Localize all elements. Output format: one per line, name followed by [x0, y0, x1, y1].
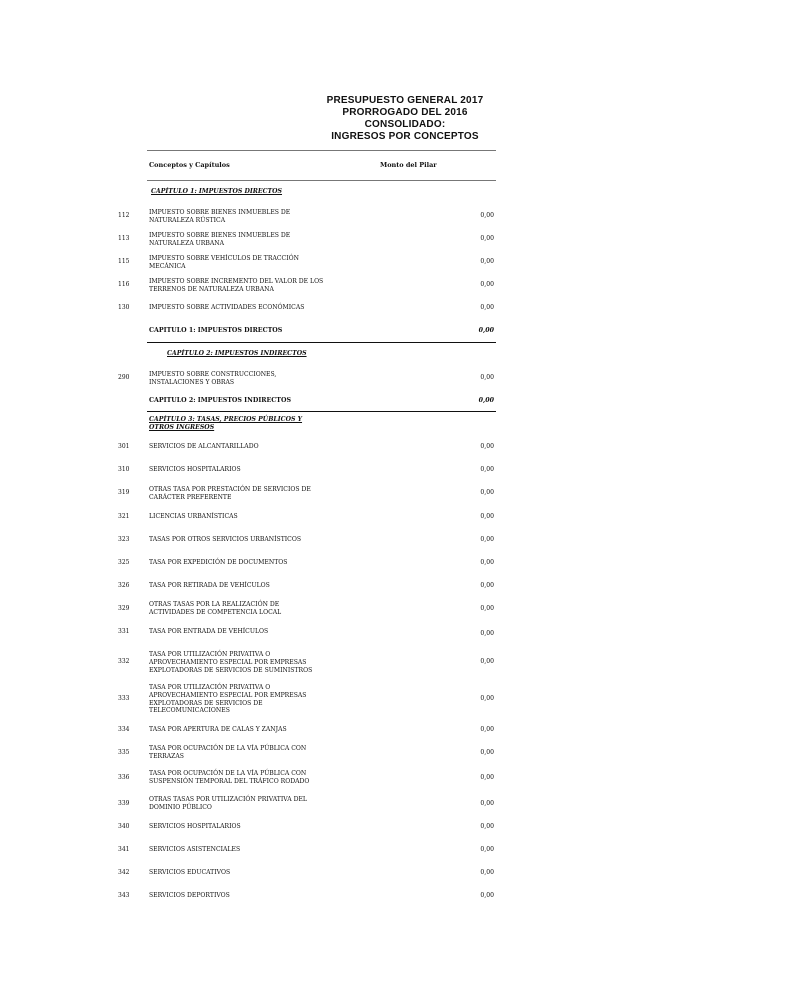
row-amount: 0,00 — [480, 605, 494, 612]
row-amount: 0,00 — [480, 374, 494, 381]
row-code: 341 — [118, 846, 130, 853]
row-description: OTRAS TASAS POR LA REALIZACIÓN DE ACTIVIDADES DE COMPETENCIA LOCAL — [149, 601, 282, 616]
row-code: 130 — [118, 304, 130, 311]
row-code: 310 — [118, 466, 130, 473]
row-amount: 0,00 — [480, 892, 494, 899]
row-amount: 0,00 — [480, 869, 494, 876]
row-amount: 0,00 — [480, 235, 494, 242]
row-code: 113 — [118, 235, 130, 242]
row-code: 112 — [118, 212, 130, 219]
row-amount: 0,00 — [480, 749, 494, 756]
row-amount: 0,00 — [480, 212, 494, 219]
row-description: LICENCIAS URBANÍSTICAS — [149, 513, 238, 520]
row-description: SERVICIOS HOSPITALARIOS — [149, 466, 241, 473]
chapter-1-total-rule — [147, 342, 496, 343]
row-description: SERVICIOS DEPORTIVOS — [149, 892, 230, 899]
row-code: 342 — [118, 869, 130, 876]
row-description: TASA POR ENTRADA DE VEHÍCULOS — [149, 628, 269, 635]
row-description: TASA POR OCUPACIÓN DE LA VÍA PÚBLICA CON SUSPENSIÓN TEMPORAL DEL TRÁFICO RODADO — [149, 770, 310, 785]
row-amount: 0,00 — [480, 658, 494, 665]
header-bottom-rule — [147, 180, 496, 181]
row-amount: 0,00 — [480, 304, 494, 311]
row-code: 116 — [118, 281, 130, 288]
row-code: 334 — [118, 726, 130, 733]
row-amount: 0,00 — [480, 536, 494, 543]
chapter-2-heading: CAPÍTULO 2: IMPUESTOS INDIRECTOS — [167, 350, 307, 357]
row-amount: 0,00 — [480, 258, 494, 265]
column-header-amount: Monto del Pilar — [380, 161, 437, 169]
row-description: IMPUESTO SOBRE VEHÍCULOS DE TRACCIÓN MECÁNICA — [149, 255, 299, 270]
row-description: OTRAS TASAS POR UTILIZACIÓN PRIVATIVA DEL DOMINIO PÚBLICO — [149, 796, 307, 811]
row-description: SERVICIOS DE ALCANTARILLADO — [149, 443, 259, 450]
row-description: TASA POR OCUPACIÓN DE LA VÍA PÚBLICA CON TERRAZAS — [149, 745, 307, 760]
row-description: SERVICIOS ASISTENCIALES — [149, 846, 241, 853]
chapter-3-heading: CAPÍTULO 3: TASAS, PRECIOS PÚBLICOS Y OTROS INGRESOS — [149, 416, 303, 431]
row-code: 290 — [118, 374, 130, 381]
row-description: IMPUESTO SOBRE INCREMENTO DEL VALOR DE LOS TERRENOS DE NATURALEZA URBANA — [149, 278, 324, 293]
row-code: 321 — [118, 513, 130, 520]
row-description: TASA POR EXPEDICIÓN DE DOCUMENTOS — [149, 559, 288, 566]
row-description: TASA POR UTILIZACIÓN PRIVATIVA O APROVECHAMIENTO ESPECIAL POR EMPRESAS EXPLOTADORAS DE SERVICIOS DE TELECOMUNICACIONES — [149, 684, 307, 715]
row-amount: 0,00 — [480, 800, 494, 807]
title-line-4: INGRESOS POR CONCEPTOS — [331, 131, 479, 142]
row-amount: 0,00 — [480, 281, 494, 288]
row-description: IMPUESTO SOBRE ACTIVIDADES ECONÓMICAS — [149, 304, 305, 311]
row-code: 329 — [118, 605, 130, 612]
row-description: OTRAS TASA POR PRESTACIÓN DE SERVICIOS DE CARÁCTER PREFERENTE — [149, 486, 311, 501]
row-amount: 0,00 — [480, 630, 494, 637]
row-code: 336 — [118, 774, 130, 781]
row-code: 335 — [118, 749, 130, 756]
row-amount: 0,00 — [480, 559, 494, 566]
column-header-concepts: Conceptos y Capítulos — [149, 161, 230, 169]
row-code: 326 — [118, 582, 130, 589]
row-code: 333 — [118, 695, 130, 702]
row-amount: 0,00 — [480, 443, 494, 450]
row-code: 323 — [118, 536, 130, 543]
row-description: SERVICIOS HOSPITALARIOS — [149, 823, 241, 830]
row-code: 325 — [118, 559, 130, 566]
row-amount: 0,00 — [480, 513, 494, 520]
title-line-1: PRESUPUESTO GENERAL 2017 — [326, 95, 484, 106]
row-code: 301 — [118, 443, 130, 450]
chapter-total-amount: 0,00 — [478, 327, 494, 334]
row-code: 339 — [118, 800, 130, 807]
row-amount: 0,00 — [480, 466, 494, 473]
row-code: 331 — [118, 628, 130, 635]
row-code: 115 — [118, 258, 130, 265]
row-description: SERVICIOS EDUCATIVOS — [149, 869, 231, 876]
chapter-total-amount: 0,00 — [478, 397, 494, 404]
row-code: 343 — [118, 892, 130, 899]
chapter-total-label: CAPITULO 2: IMPUESTOS INDIRECTOS — [149, 397, 292, 404]
chapter-2-total-rule — [147, 411, 496, 412]
row-description: TASAS POR OTROS SERVICIOS URBANÍSTICOS — [149, 536, 301, 543]
title-line-3: CONSOLIDADO: — [364, 119, 446, 130]
row-description: IMPUESTO SOBRE BIENES INMUEBLES DE NATURALEZA URBANA — [149, 232, 291, 247]
row-amount: 0,00 — [480, 695, 494, 702]
title-line-2: PRORROGADO DEL 2016 — [342, 107, 468, 118]
row-description: IMPUESTO SOBRE BIENES INMUEBLES DE NATURALEZA RÚSTICA — [149, 209, 291, 224]
row-description: TASA POR RETIRADA DE VEHÍCULOS — [149, 582, 270, 589]
row-amount: 0,00 — [480, 489, 494, 496]
chapter-1-heading: CAPÍTULO 1: IMPUESTOS DIRECTOS — [151, 188, 283, 195]
row-description: IMPUESTO SOBRE CONSTRUCCIONES, INSTALACIONES Y OBRAS — [149, 371, 277, 386]
row-description: TASA POR UTILIZACIÓN PRIVATIVA O APROVECHAMIENTO ESPECIAL POR EMPRESAS EXPLOTADORAS DE SERVICIOS DE SUMINISTROS — [149, 651, 313, 674]
row-amount: 0,00 — [480, 823, 494, 830]
row-description: TASA POR APERTURA DE CALAS Y ZANJAS — [149, 726, 287, 733]
header-top-rule — [147, 150, 496, 151]
row-amount: 0,00 — [480, 774, 494, 781]
row-code: 319 — [118, 489, 130, 496]
chapter-total-label: CAPITULO 1: IMPUESTOS DIRECTOS — [149, 327, 283, 334]
row-code: 332 — [118, 658, 130, 665]
page-title — [305, 95, 505, 143]
row-code: 340 — [118, 823, 130, 830]
row-amount: 0,00 — [480, 582, 494, 589]
row-amount: 0,00 — [480, 726, 494, 733]
row-amount: 0,00 — [480, 846, 494, 853]
